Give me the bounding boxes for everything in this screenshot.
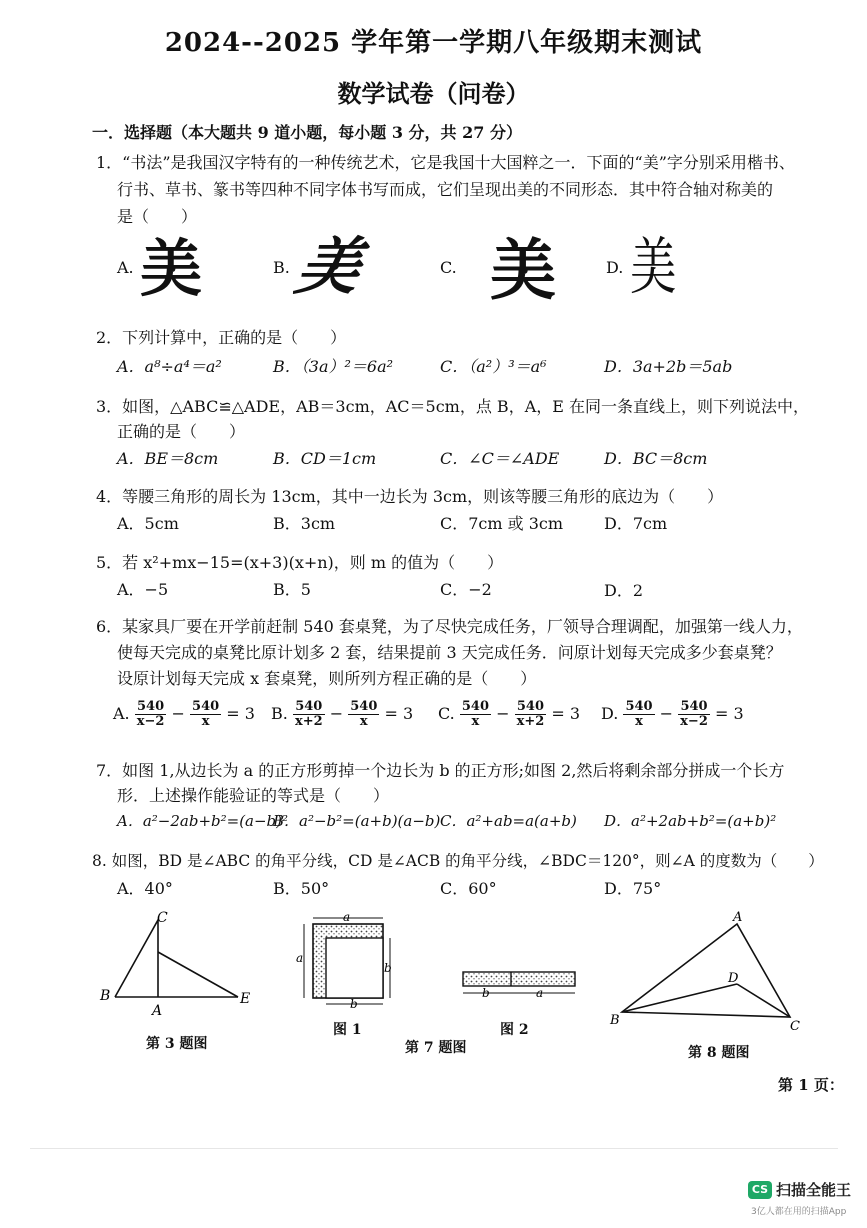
q7-option-a: A．a²−2ab+b²=(a−b)² [117,812,289,830]
frac-num: 540 [515,700,547,715]
caption-fig3: 第 3 题图 [146,1036,208,1052]
frac-den: x [635,714,643,729]
line-de [158,952,238,997]
q7-line1: 7．如图 1,从边长为 a 的正方形剪掉一个边长为 b 的正方形;如图 2,然后将剩余部分拼成一个长方 [96,761,785,780]
minus-sign: − [329,704,344,723]
q6-option-d-label: D. [601,704,619,723]
q2-option-a: A．a⁸÷a⁴＝a² [117,357,222,376]
q7-line2: 形．上述操作能验证的等式是（ ） [117,786,390,805]
q3-option-d: D．BC＝8cm [604,449,708,468]
q3-line2: 正确的是（ ） [117,422,246,441]
fig7-label-a-top: a [343,910,351,924]
q2-option-c: C．（a²）³＝a⁶ [440,357,547,376]
frac-num: 540 [678,700,710,715]
q3-line1: 3．如图，△ABC≌△ADE，AB＝3cm，AC＝5cm，点 B，A，E 在同一条直线上，则下列说法中， [96,397,810,416]
frac-den: x−2 [680,714,708,729]
q7-option-c: C．a²+ab=a(a+b) [440,812,577,830]
camscanner-tagline: 3亿人都在用的扫描App [751,1207,847,1217]
q8-stem: 8. 如图，BD 是∠ABC 的角平分线，CD 是∠ACB 的角平分线，∠BDC＝120°，则∠A 的度数为（ ） [92,852,824,870]
q6-line2: 使每天完成的桌凳比原计划多 2 套，结果提前 3 天完成任务．问原计划每天完成多少套桌凳？ [117,643,782,662]
fig7-label-b-bottom: b [350,997,358,1011]
fig3-label-b: B [100,988,111,1004]
fig3-label-c: C [157,910,168,926]
page-number: 第 1 页： [778,1076,844,1094]
section-heading: 一．选择题（本大题共 9 道小题，每小题 3 分，共 27 分） [92,123,522,142]
fig7b-label-a: a [536,986,544,1000]
q6-option-c-label: C. [438,704,455,723]
line-dc [737,984,790,1017]
q1-line1: 1．“书法”是我国汉字特有的一种传统艺术，它是我国十大国粹之一．下面的“美”字分别采用楷书、 [96,153,795,172]
figure-8-triangle [622,924,790,1017]
q5-option-d: D．2 [604,581,644,600]
fig8-label-d: D [728,971,739,986]
long-rectangle [463,972,575,986]
fig7-label-a-left: a [296,951,304,965]
q4-stem: 4．等腰三角形的周长为 13cm，其中一边长为 3cm，则该等腰三角形的底边为（ ） [96,487,724,506]
fig8-label-b: B [610,1013,620,1028]
camscanner-name: 扫描全能王 [776,1181,852,1199]
camscanner-logo-icon: CS [748,1181,772,1199]
frac-num: 540 [461,699,489,714]
fig7-label-b-right: b [384,961,392,975]
frac-den: x [471,714,480,729]
q6-line1: 6．某家具厂要在开学前赶制 540 套桌凳，为了尽快完成任务，厂领导合理调配，加强第一线人力， [96,617,803,636]
minus-sign: − [496,704,510,723]
q7-option-b: B．a²−b²=(a+b)(a−b) [273,812,441,830]
figure-7-square [304,918,390,1004]
q1-option-d-label: D. [606,258,624,277]
fig7b-label-b: b [482,986,490,1000]
equals-rhs: = 3 [551,704,581,723]
q3-option-b: B．CD＝1cm [273,449,377,468]
equals-rhs: = 3 [384,704,414,723]
equals-rhs: = 3 [714,704,744,723]
q1-option-b-label: B. [273,258,290,277]
q2-stem: 2．下列计算中，正确的是（ ） [96,328,347,347]
minus-sign: − [171,704,185,723]
q1-char-caoshu: 美 [490,232,556,309]
minus-sign: − [659,704,674,723]
q8-option-b: B．50° [273,879,330,898]
q4-option-b: B．3cm [273,514,336,533]
q2-option-b: B．（3a）²＝6a² [273,357,394,376]
q4-option-d: D．7cm [604,514,668,533]
caption-fig7: 第 7 题图 [405,1040,467,1056]
frac-den: x [201,714,210,729]
q7-option-d: D．a²+2ab+b²=(a+b)² [604,812,777,830]
caption-fig7-1: 图 1 [333,1022,362,1038]
figure-3-triangles [115,920,238,997]
inner-square [326,938,383,998]
q4-option-c: C．7cm 或 3cm [440,514,564,533]
q8-option-c: C．60° [440,879,497,898]
q1-char-xingshu: 美 [290,230,368,303]
equals-rhs: = 3 [226,704,255,723]
fig3-label-a: A [152,1003,163,1019]
frac-num: 540 [293,700,325,715]
q6-option-b-label: B. [271,704,288,723]
q1-char-kaishu: 美 [140,232,203,305]
q1-line3: 是（ ） [117,207,198,226]
exam-title: 2024--2025 学年第一学期八年级期末测试 [164,28,703,58]
fig8-label-c: C [790,1019,800,1034]
q4-option-a: A．5cm [117,514,179,533]
q3-option-c: C．∠C＝∠ADE [440,449,560,468]
triangle-abc [115,920,158,997]
caption-fig8: 第 8 题图 [688,1045,750,1061]
q5-stem: 5．若 x²+mx−15=(x+3)(x+n)，则 m 的值为（ ） [96,553,504,572]
q2-option-d: D．3a+2b＝5ab [604,357,733,376]
figure-7-rectangle [463,972,575,993]
q5-option-c: C．−2 [440,580,492,599]
q6-option-a-label: A. [113,704,130,723]
q1-line2: 行书、草书、篆书等四种不同字体书写而成，它们呈现出美的不同形态．其中符合轴对称美的 [117,180,774,199]
q8-option-a: A．40° [117,879,173,898]
caption-fig7-2: 图 2 [500,1022,529,1038]
frac-den: x+2 [516,714,545,729]
fig8-label-a: A [733,910,743,925]
frac-num: 540 [135,700,167,715]
frac-num: 540 [350,699,378,714]
triangle-abc [622,924,790,1017]
q8-option-d: D．75° [604,879,662,898]
frac-den: x−2 [136,714,165,729]
q5-option-a: A．−5 [117,580,169,599]
frac-den: x [359,714,368,729]
q1-option-a-label: A. [117,258,134,277]
frac-num: 540 [192,699,220,714]
q1-option-c-label: C. [440,258,457,277]
page-bottom-divider [30,1148,838,1149]
exam-subtitle: 数学试卷（问卷） [337,79,530,108]
frac-num: 540 [625,699,653,714]
q3-option-a: A．BE＝8cm [117,449,219,468]
q1-char-zhuanshu: 美 [630,230,677,303]
q6-line3: 设原计划每天完成 x 套桌凳，则所列方程正确的是（ ） [117,669,537,688]
q5-option-b: B．5 [273,580,311,599]
frac-den: x+2 [294,714,323,729]
fig3-label-e: E [240,991,251,1007]
